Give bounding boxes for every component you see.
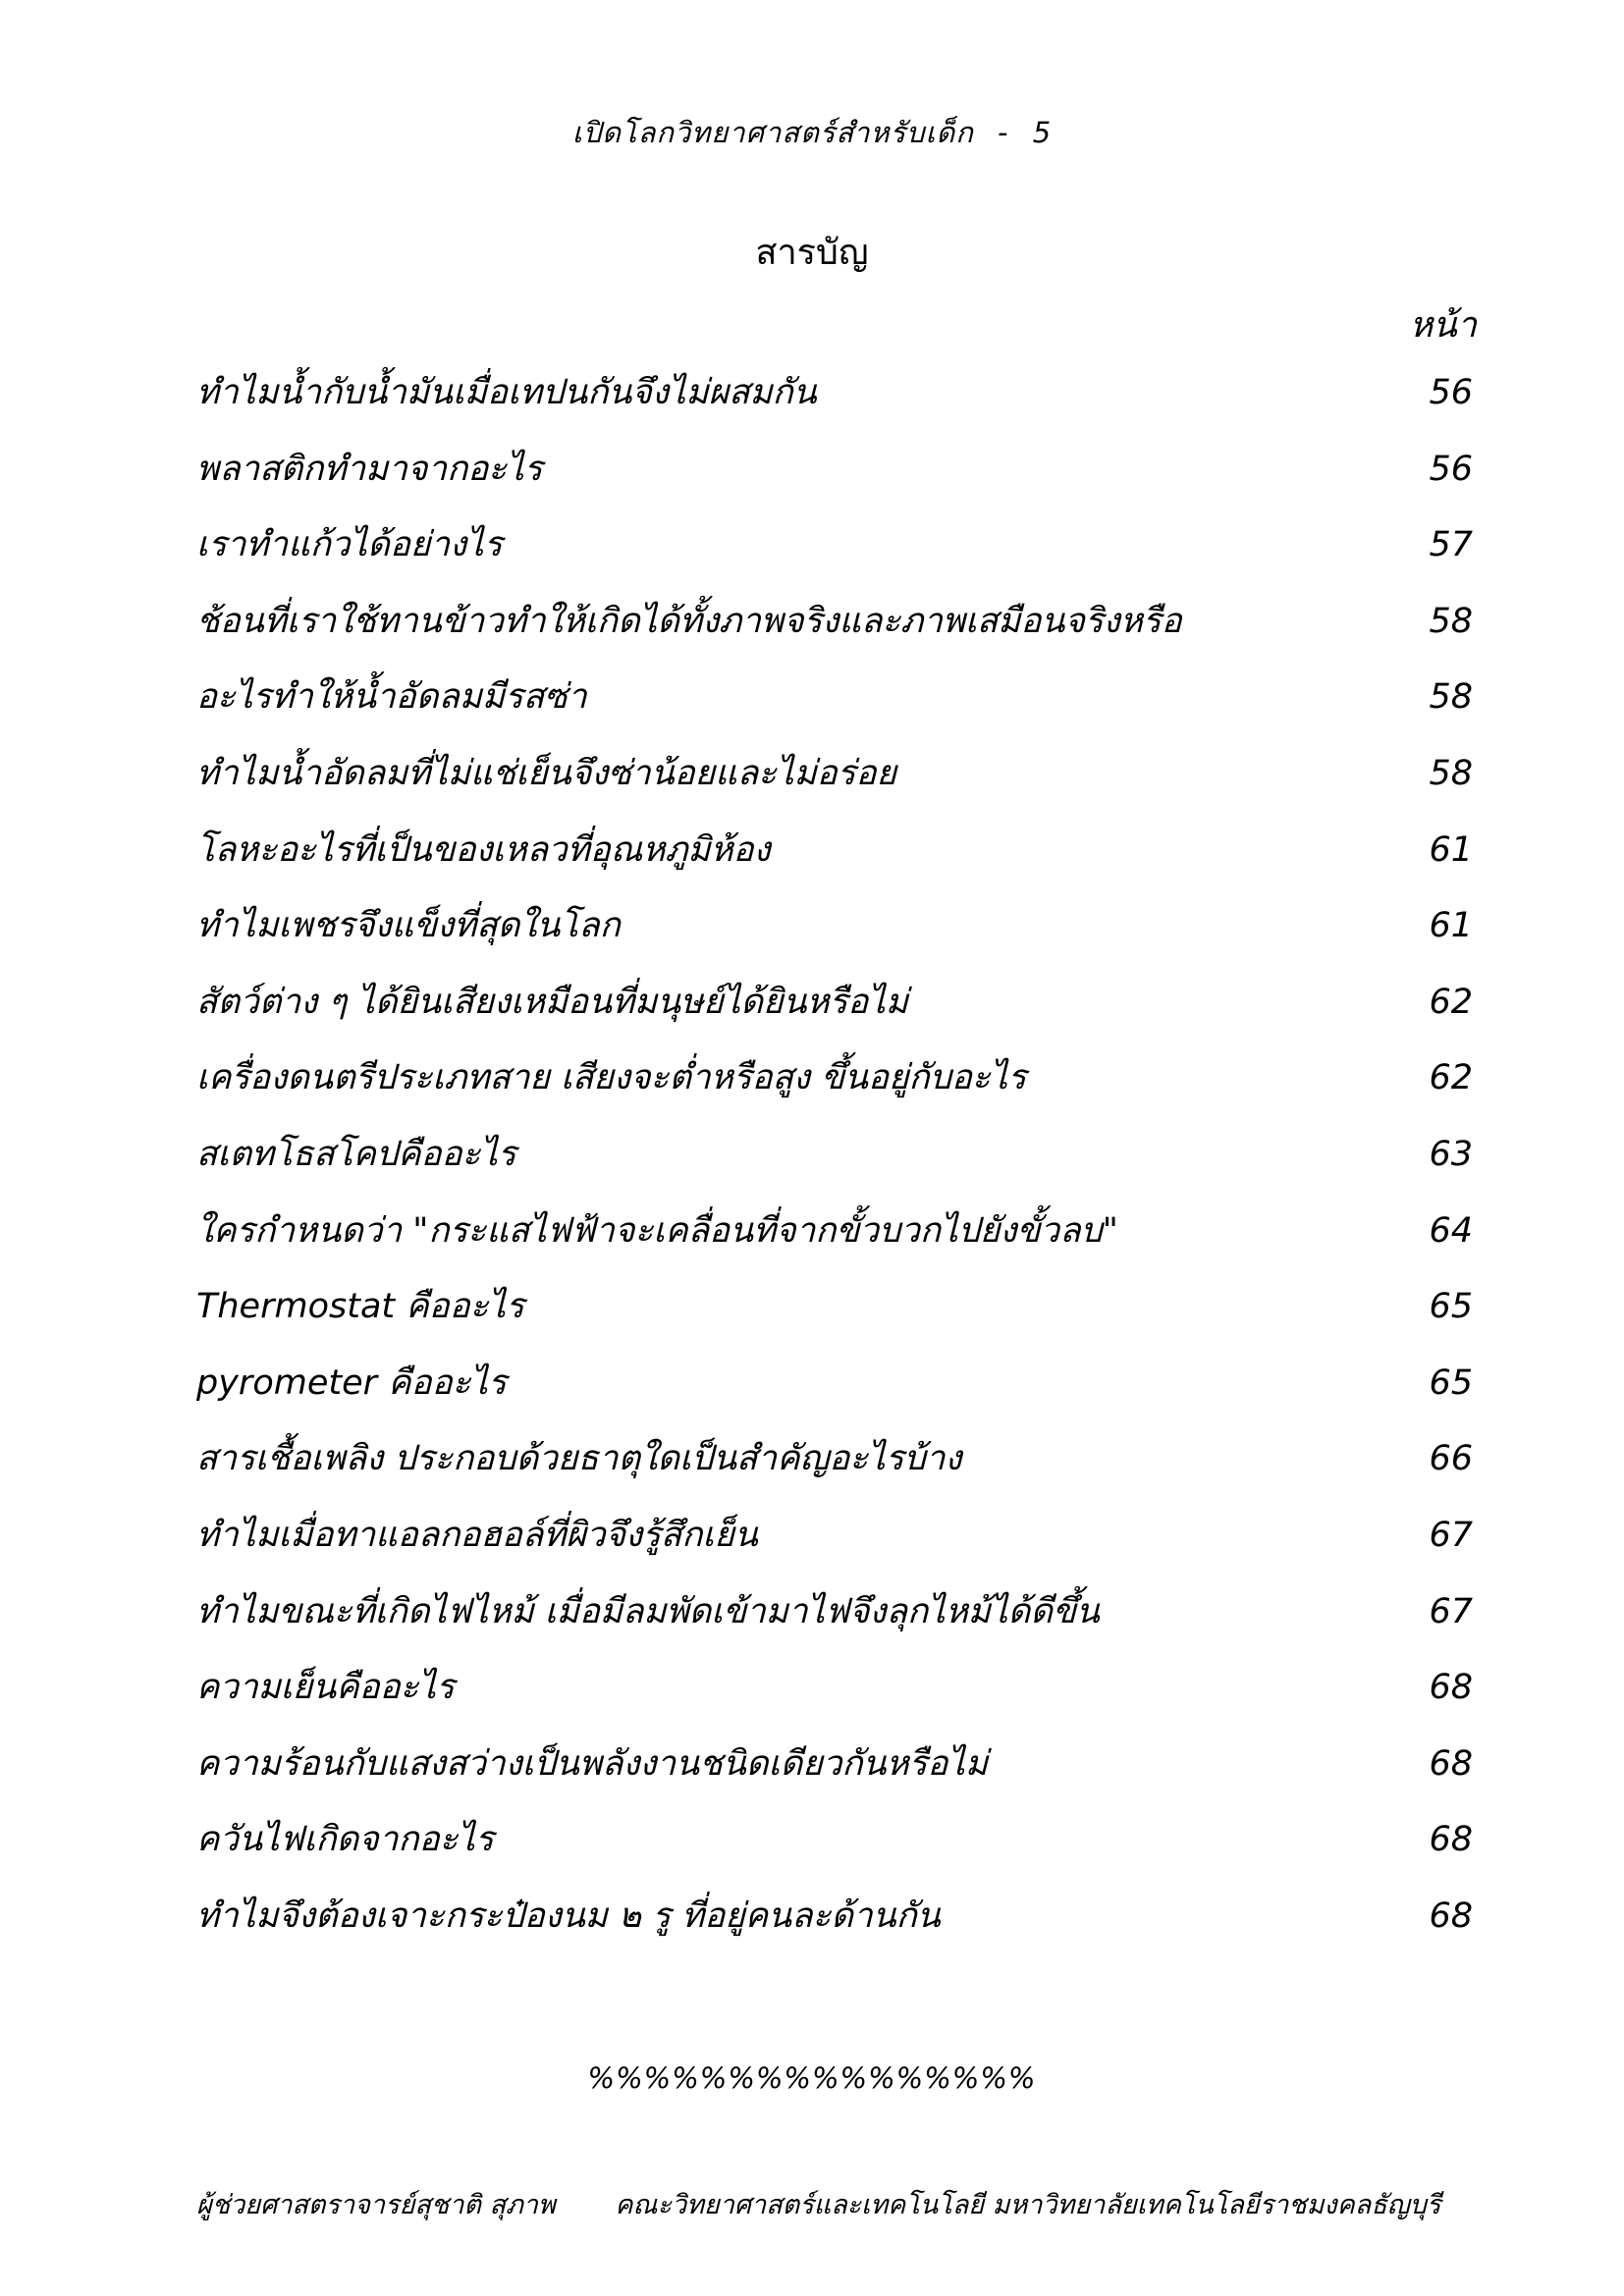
toc-entry-title: ทำไมเมื่อทาแอลกอฮอล์ที่ผิวจึงรู้สึกเย็น	[196, 1515, 758, 1555]
toc-title: สารบัญ	[755, 233, 869, 273]
toc-entry	[196, 1359, 1473, 1435]
toc-entry	[196, 1130, 1473, 1206]
toc-entry-page: 67	[1429, 1515, 1473, 1555]
toc-entry	[196, 1739, 1473, 1816]
toc-entry-title: สเตทโธสโคปคืออะไร	[196, 1134, 516, 1174]
toc-entry-page: 68	[1429, 1668, 1473, 1708]
toc-entry-page: 66	[1429, 1439, 1473, 1479]
toc-entry-title: สารเชื้อเพลิง ประกอบด้วยธาตุใดเป็นสำคัญอะไรบ้าง	[196, 1439, 962, 1479]
toc-entry	[196, 445, 1473, 521]
toc-entry-page: 56	[1429, 449, 1473, 489]
toc-entry-page: 61	[1429, 906, 1473, 946]
footer-affiliation: คณะวิทยาศาสตร์และเทคโนโลยี มหาวิทยาลัยเทคโนโลยีราชมงคลธัญบุรี	[615, 2190, 1441, 2220]
toc-entry	[196, 1587, 1473, 1664]
toc-entry	[196, 368, 1473, 445]
toc-entry	[196, 749, 1473, 826]
toc-entry-title: Thermostat คืออะไร	[196, 1287, 524, 1327]
toc-entry	[196, 901, 1473, 978]
toc-entry	[196, 826, 1473, 902]
toc-entry	[196, 1282, 1473, 1359]
toc-entry-page: 67	[1429, 1591, 1473, 1631]
toc-entry	[196, 1663, 1473, 1739]
toc-entry	[196, 1434, 1473, 1511]
toc-entry-title: ทำไมน้ำกับน้ำมันเมื่อเทปนกันจึงไม่ผสมกัน	[196, 373, 817, 412]
toc-entry-page: 68	[1429, 1820, 1473, 1860]
toc-entry-title: ช้อนที่เราใช้ทานข้าวทำให้เกิดได้ทั้งภาพจริงและภาพเสมือนจริงหรือ	[196, 601, 1182, 641]
toc-entry-title: โลหะอะไรที่เป็นของเหลวที่อุณหภูมิห้อง	[196, 829, 771, 870]
header-separator: -	[998, 116, 1009, 149]
toc-entry-page: 57	[1429, 525, 1473, 565]
toc-entry-title: ทำไมขณะที่เกิดไฟไหม้ เมื่อมีลมพัดเข้ามาไฟจึงลุกไหม้ได้ดีขึ้น	[196, 1591, 1100, 1631]
toc-entry-page: 56	[1429, 373, 1473, 412]
section-divider: %%%%%%%%%%%%%%%%	[587, 2061, 1037, 2095]
toc-entry-title: ใครกำหนดว่า "กระแสไฟฟ้าจะเคลื่อนที่จากขั้วบวกไปยังขั้วลบ"	[196, 1210, 1118, 1251]
toc-entry	[196, 672, 1473, 749]
toc-entry-title: พลาสติกทำมาจากอะไร	[196, 449, 543, 489]
page-column-label: หน้า	[1409, 305, 1477, 346]
toc-entry-page: 65	[1429, 1287, 1473, 1327]
toc-entry-page: 62	[1429, 1058, 1473, 1098]
toc-entry-title: ทำไมเพชรจึงแข็งที่สุดในโลก	[196, 906, 621, 946]
toc-entry-page: 58	[1429, 677, 1473, 718]
toc-entry-page: 68	[1429, 1896, 1473, 1936]
toc-entry	[196, 1511, 1473, 1587]
toc-entry-title: สัตว์ต่าง ๆ ได้ยินเสียงเหมือนที่มนุษย์ได้ยินหรือไม่	[196, 982, 908, 1022]
toc-entry-page: 64	[1429, 1210, 1473, 1251]
toc-entry-title: pyrometer คืออะไร	[196, 1362, 507, 1403]
toc-entry	[196, 520, 1473, 597]
toc-entry-title: เราทำแก้วได้อย่างไร	[196, 525, 503, 565]
toc-entry-title: ทำไมจึงต้องเจาะกระป๋องนม ๒ รู ที่อยู่คนละด้านกัน	[196, 1896, 941, 1936]
page-number: 5	[1032, 116, 1053, 149]
toc-entry-title: ความร้อนกับแสงสว่างเป็นพลังงานชนิดเดียวกันหรือไม่	[196, 1743, 989, 1784]
book-title: เปิดโลกวิทยาศาสตร์สำหรับเด็ก	[571, 116, 974, 149]
toc-entry-page: 63	[1429, 1134, 1473, 1174]
toc-entry	[196, 1206, 1473, 1283]
toc-entry	[196, 1053, 1473, 1130]
toc-entry-page: 62	[1429, 982, 1473, 1022]
toc-entry-title: ความเย็นคืออะไร	[196, 1668, 455, 1708]
toc-entry-title: ควันไฟเกิดจากอะไร	[196, 1820, 494, 1860]
toc-entry-title: ทำไมน้ำอัดลมที่ไม่แช่เย็นจึงซ่าน้อยและไม่อร่อย	[196, 753, 896, 793]
toc-entry	[196, 597, 1473, 673]
page-footer	[196, 2183, 1441, 2225]
toc-entry-page: 65	[1429, 1362, 1473, 1403]
toc-entry-page: 61	[1429, 829, 1473, 870]
toc-entry	[196, 1892, 1473, 1968]
toc-entry-title: เครื่องดนตรีประเภทสาย เสียงจะต่ำหรือสูง ขึ้นอยู่กับอะไร	[196, 1058, 1027, 1098]
toc-entry	[196, 978, 1473, 1054]
toc-entry-page: 58	[1429, 753, 1473, 793]
toc-entry-title: อะไรทำให้น้ำอัดลมมีรสซ่า	[196, 677, 587, 718]
toc-entry-page: 68	[1429, 1743, 1473, 1784]
toc-entry-page: 58	[1429, 601, 1473, 641]
toc-list	[196, 368, 1473, 1967]
running-header	[0, 110, 1624, 155]
footer-author: ผู้ช่วยศาสตราจารย์สุชาติ สุภาพ	[196, 2190, 556, 2220]
toc-entry	[196, 1815, 1473, 1892]
